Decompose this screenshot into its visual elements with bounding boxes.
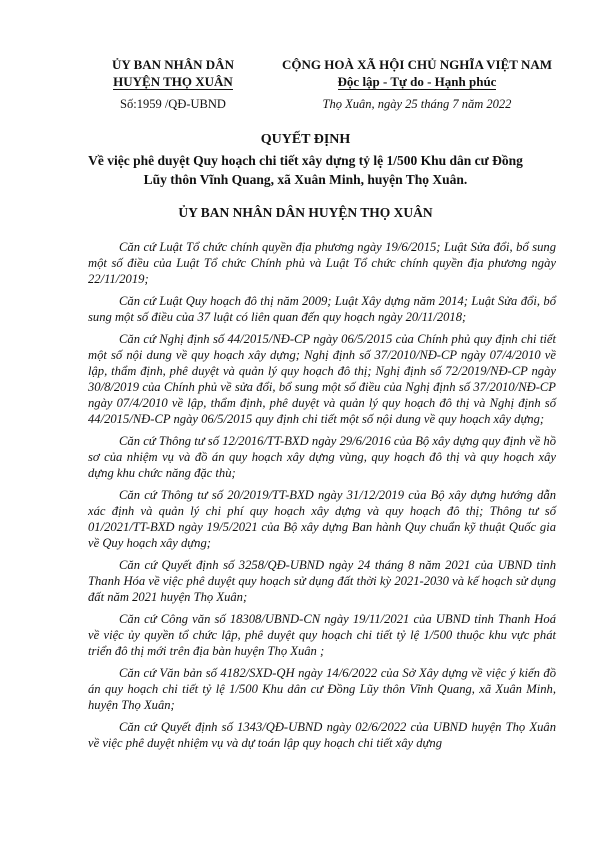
document-number: Số:1959 /QĐ-UBND bbox=[120, 97, 226, 111]
authority-heading: ỦY BAN NHÂN DÂN HUYỆN THỌ XUÂN bbox=[178, 205, 433, 220]
subject-line1: Về việc phê duyệt Quy hoạch chi tiết xây dựng tỷ lệ 1/500 Khu dân cư Đồng bbox=[88, 153, 523, 168]
issuer-line1: ỦY BAN NHÂN DÂN bbox=[112, 57, 234, 72]
subject-line2: Lũy thôn Vĩnh Quang, xã Xuân Minh, huyện Thọ Xuân. bbox=[143, 172, 468, 187]
basis-paragraph: Căn cứ Quyết định số 3258/QĐ-UBND ngày 24 tháng 8 năm 2021 của UBND tỉnh Thanh Hóa về việc phê duyệt quy hoạch sử dụng đất thời kỳ 2021-2030 và kế hoạch sử dụng đất năm 2021 huyện Thọ Xuân; bbox=[88, 558, 556, 604]
basis-paragraph: Căn cứ Nghị định số 44/2015/NĐ-CP ngày 06/5/2015 của Chính phủ quy định chi tiết một số nội dung về quy hoạch xây dựng; Nghị định số 37/2010/NĐ-CP ngày 07/4/2010 về lập, thẩm định, phê duyệt và quản lý quy hoạch đô thị; Nghị định số 72/2019/NĐ-CP ngày 30/8/2019 của Chính phủ về sửa đổi, bổ sung một số điều của Nghị định số 37/2010/NĐ-CP ngày 07/4/2010 về lập, thẩm định, phê duyệt và quản lý quy hoạch đô thị và Nghị định số 44/2015/NĐ-CP ngày 06/5/2015 quy định chi tiết một số nội dung về quy hoạch xây dựng; bbox=[88, 332, 556, 426]
national-motto: Độc lập - Tự do - Hạnh phúc bbox=[337, 74, 497, 89]
basis-paragraph: Căn cứ Thông tư số 12/2016/TT-BXD ngày 29/6/2016 của Bộ xây dựng quy định về hồ sơ của nhiệm vụ và đồ án quy hoạch xây dựng vùng, quy hoạch đô thị và quy hoạch xây dựng khu chức năng đặc thù; bbox=[88, 434, 556, 480]
document-date: Thọ Xuân, ngày 25 tháng 7 năm 2022 bbox=[322, 97, 512, 111]
basis-paragraph: Căn cứ Quyết định số 1343/QĐ-UBND ngày 02/6/2022 của UBND huyện Thọ Xuân về việc phê duyệt nhiệm vụ và dự toán lập quy hoạch chi tiết xây dựng bbox=[88, 720, 556, 750]
basis-paragraph: Căn cứ Luật Quy hoạch đô thị năm 2009; Luật Xây dựng năm 2014; Luật Sửa đổi, bổ sung một số điều của 37 luật có liên quan đến quy hoạch ngày 20/11/2018; bbox=[88, 294, 556, 324]
document-heading: QUYẾT ĐỊNH bbox=[260, 132, 351, 147]
basis-paragraph: Căn cứ Thông tư số 20/2019/TT-BXD ngày 31/12/2019 của Bộ xây dựng hướng dẫn xác định và quản lý chi phí quy hoạch xây dựng và quy hoạch đô thị; Thông tư số 01/2021/TT-BXD ngày 19/5/2021 của Bộ xây dựng Ban hành Quy chuẩn kỹ thuật Quốc gia về Quy hoạch xây dựng; bbox=[88, 488, 556, 550]
issuer-line2: HUYỆN THỌ XUÂN bbox=[113, 74, 233, 89]
issuer-block bbox=[88, 56, 258, 112]
document-subject bbox=[0, 151, 611, 189]
basis-paragraph: Căn cứ Công văn số 18308/UBND-CN ngày 19/11/2021 của UBND tỉnh Thanh Hoá về việc ủy quyền tổ chức lập, phê duyệt quy hoạch chi tiết tỷ lệ 1/500 thuộc khu vực phát triển đô thị mới trên địa bàn huyện Thọ Xuân ; bbox=[88, 612, 556, 658]
document-body bbox=[88, 239, 556, 757]
national-title: CỘNG HOÀ XÃ HỘI CHỦ NGHĨA VIỆT NAM bbox=[281, 57, 553, 72]
basis-paragraph: Căn cứ Luật Tổ chức chính quyền địa phương ngày 19/6/2015; Luật Sửa đổi, bổ sung một số điều của Luật Tổ chức Chính phủ và Luật Tổ chức chính quyền địa phương ngày 22/11/2019; bbox=[88, 240, 556, 286]
basis-paragraph: Căn cứ Văn bản số 4182/SXD-QH ngày 14/6/2022 của Sở Xây dựng về việc ý kiến đồ án quy hoạch chi tiết tỷ lệ 1/500 Khu dân cư Đồng Lũy thôn Vĩnh Quang, xã Xuân Minh, huyện Thọ Xuân; bbox=[88, 666, 556, 712]
national-header-block bbox=[262, 56, 572, 112]
